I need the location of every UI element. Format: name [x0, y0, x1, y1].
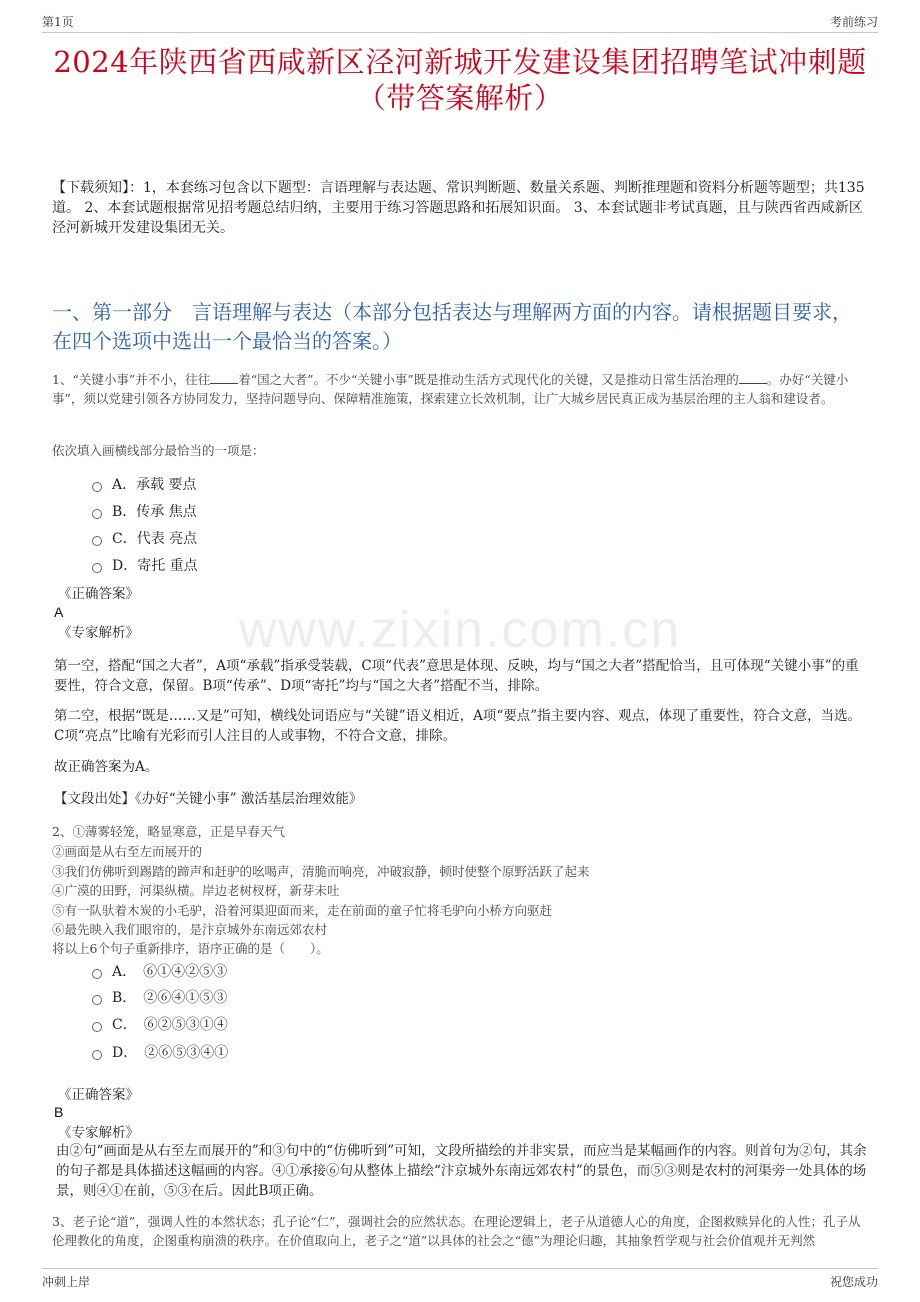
document-title: 2024年陕西省西咸新区泾河新城开发建设集团招聘笔试冲刺题 — [53, 45, 867, 79]
radio-icon[interactable] — [92, 995, 102, 1005]
footer-left: 冲刺上岸 — [42, 1275, 91, 1289]
question-1-option-b[interactable]: B．传承 焦点 — [92, 501, 197, 523]
question-1-option-c[interactable]: C．代表 亮点 — [92, 528, 197, 550]
radio-icon[interactable] — [92, 969, 102, 979]
question-2-answer-label: 《正确答案》 — [58, 1087, 139, 1103]
document-subtitle: （带答案解析） — [356, 81, 564, 115]
question-2-line: ②画面是从右至左而展开的 — [52, 844, 203, 859]
question-1-prompt: 依次填入画横线部分最恰当的一项是： — [52, 443, 265, 458]
question-2-answer: B — [54, 1104, 64, 1120]
radio-icon[interactable] — [92, 509, 102, 519]
question-2-line: ③我们仿佛听到踢踏的蹄声和赶驴的吆喝声，清脆而响亮，冲破寂静，顿时使整个原野活跃了起来 — [52, 864, 590, 879]
download-notice: 【下载须知】：1，本套练习包含以下题型：言语理解与表达题、常识判断题、数量关系题、判断推理题和资料分析题等题型；共135道。 2、本套试题根据常见招考题总结归纳，主要用于练习答题思路和拓展知识面。 3、本套试题非考试真题，且与陕西省西咸新区泾河新城开发建设集团无关。 — [52, 180, 865, 236]
footer-right: 祝您成功 — [829, 1275, 878, 1289]
question-3-stem: 3、老子论“道”，强调人性的本然状态；孔子论“仁”，强调社会的应然状态。在理论逻辑上，老子从道德人心的角度，企图救赎异化的人性；孔子从伦理教化的角度，企图重构崩溃的秩序。在价值取向上，老子之“道”以具体的社会之“德”为理论归趣，其抽象哲学观与社会价值观并无判然 — [52, 1214, 861, 1248]
radio-icon[interactable] — [92, 482, 102, 492]
question-2-line: ⑥最先映入我们眼帘的，是汴京城外东南远郊农村 — [52, 922, 328, 937]
radio-icon[interactable] — [92, 536, 102, 546]
question-2-option-d[interactable]: D． ②⑥⑤③④① — [92, 1042, 228, 1064]
question-1-answer: A — [54, 604, 64, 620]
question-1-analysis-p3: 故正确答案为A。 — [54, 759, 159, 775]
header-category: 考前练习 — [829, 15, 878, 29]
question-1-stem: 1、“关键小事”并不小，往往 着“国之大者”。不少“关键小事”既是推动生活方式现代化的关键，又是推动日常生活治理的 。办好“关键小事”，须以党建引领各方协同发力，坚持问题导向、保障精准施策，探索建立长效机制，让广大城乡居民真正成为基层治理的主人翁和建设者。 — [52, 372, 849, 406]
question-2-option-b[interactable]: B． ②⑥④①⑤③ — [92, 987, 227, 1009]
question-1-analysis-p2: 第二空，根据“既是……又是”可知，横线处词语应与“关键”语义相近，A项“要点”指主要内容、观点，体现了重要性，符合文意，当选。C项“亮点”比喻有光彩而引人注目的人或事物，不符合文意，排除。 — [54, 708, 862, 744]
fill-blank-1 — [210, 371, 238, 384]
footer-rule — [42, 1268, 878, 1269]
question-1-option-a[interactable]: A．承载 要点 — [92, 474, 197, 496]
question-2-analysis: 由②句“画面是从右至左而展开的”和③句中的“仿佛听到”可知，文段所描绘的并非实景，而应当是某幅画作的内容。则首句为②句，其余的句子都是具体描述这幅画的内容。④①承接⑥句从整体上描绘“汴京城外东南远郊农村”的景色，而⑤③则是农村的河渠旁一处具体的场景，则④①在前，⑤③在后。因此B项正确。 — [56, 1143, 867, 1199]
watermark: www.zixin.com.cn — [238, 601, 682, 659]
question-2-line: ④广漠的田野，河渠纵横。岸边老树杈枒，新芽未吐 — [52, 883, 340, 898]
header-rule — [42, 32, 878, 33]
radio-icon[interactable] — [92, 563, 102, 573]
question-1-analysis-label: 《专家解析》 — [58, 625, 139, 641]
question-2-prompt: 将以上6个句子重新排序，语序正确的是（ ）。 — [52, 941, 329, 956]
radio-icon[interactable] — [92, 1050, 102, 1060]
question-2-option-a[interactable]: A． ⑥①④②⑤③ — [92, 961, 227, 983]
question-2-line: 2、①薄雾轻笼，略显寒意，正是早春天气 — [52, 824, 285, 839]
question-2-line: ⑤有一队驮着木炭的小毛驴，沿着河渠迎面而来，走在前面的童子忙将毛驴向小桥方向驱赶 — [52, 903, 553, 918]
question-1-analysis-p1: 第一空，搭配“国之大者”，A项“承载”指承受装载，C项“代表”意思是体现、反映，均与“国之大者”搭配恰当，且可体现“关键小事”的重要性，符合文意，保留。B项“传承”、D项“寄托”均与“国之大者”搭配不当，排除。 — [54, 658, 859, 694]
section-heading: 一、第一部分 言语理解与表达（本部分包括表达与理解两方面的内容。请根据题目要求，在四个选项中选出一个最恰当的答案。） — [52, 300, 852, 353]
radio-icon[interactable] — [92, 1022, 102, 1032]
fill-blank-2 — [739, 371, 767, 384]
question-1-answer-label: 《正确答案》 — [58, 586, 139, 602]
page-number: 第1页 — [42, 15, 74, 29]
question-2-option-c[interactable]: C． ⑥②⑤③①④ — [92, 1014, 228, 1036]
question-1-source: 【文段出处】《办好“关键小事” 激活基层治理效能》 — [54, 791, 363, 807]
question-2-analysis-label: 《专家解析》 — [58, 1125, 139, 1141]
question-1-option-d[interactable]: D．寄托 重点 — [92, 555, 198, 577]
